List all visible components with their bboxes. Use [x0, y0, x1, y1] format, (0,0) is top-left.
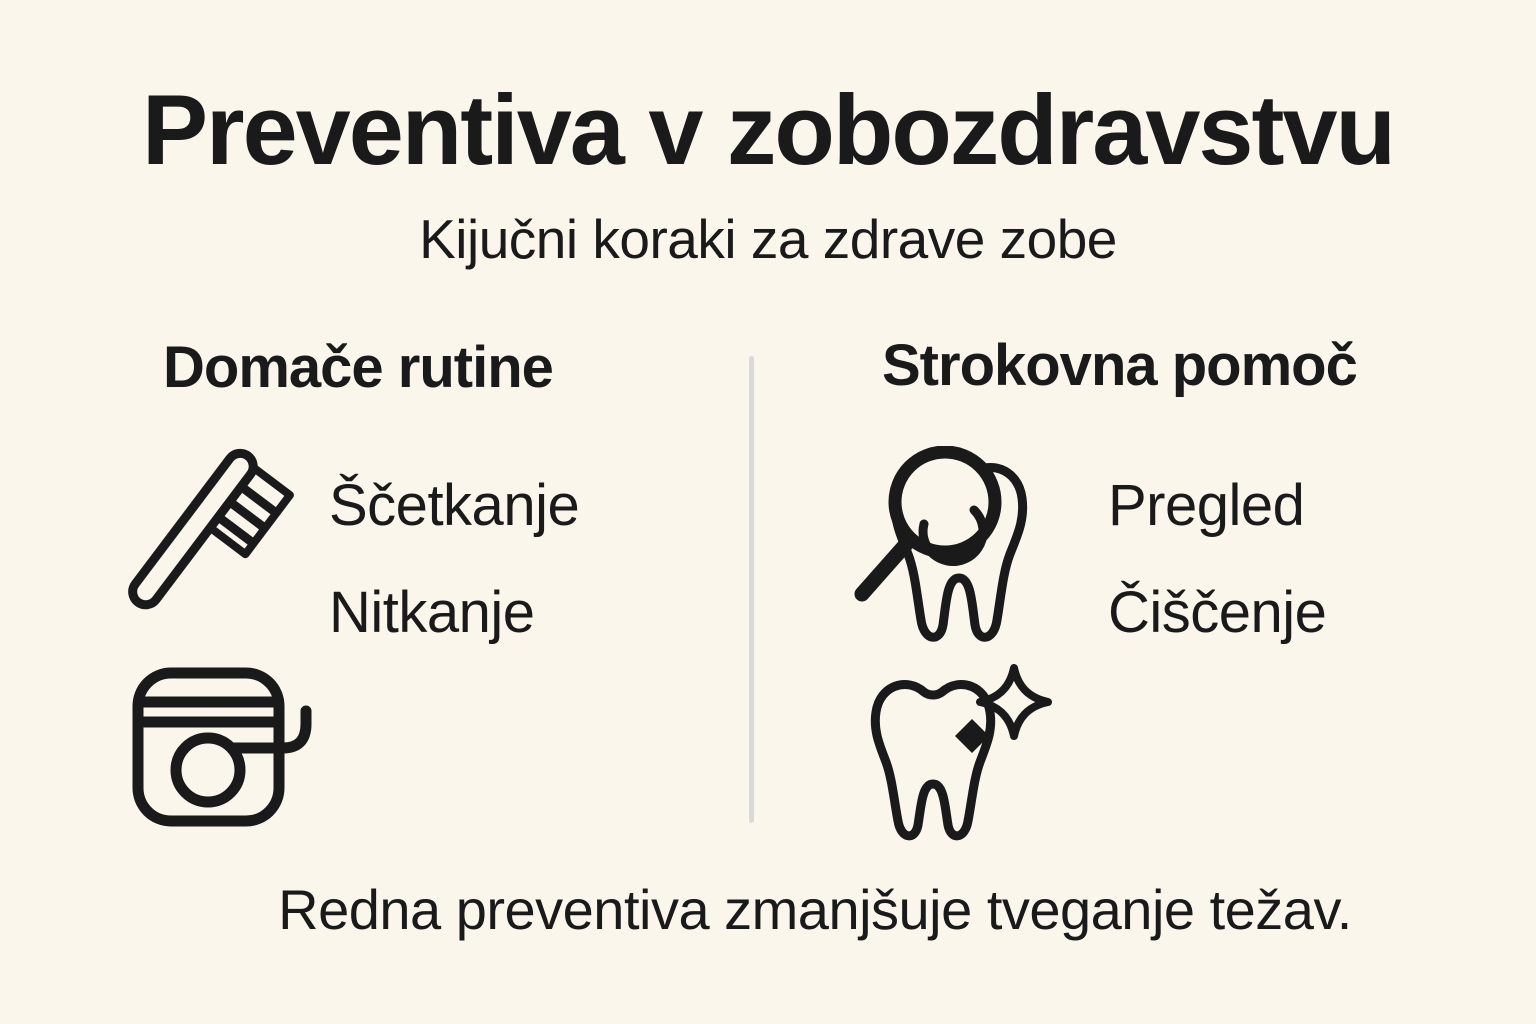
- page-title: Preventiva v zobozdravstvu: [142, 74, 1394, 185]
- checkup-label: Pregled: [1108, 473, 1305, 538]
- page-subtitle: Kijučni koraki za zdrave zobe: [419, 208, 1117, 270]
- footer-note: Redna preventiva zmanjšuje tveganje težav.: [278, 878, 1352, 941]
- cleaning-label: Čiščenje: [1108, 580, 1327, 645]
- column-divider: [749, 356, 754, 823]
- dental-floss-icon: [131, 664, 317, 830]
- magnifier-tooth-icon: [850, 446, 1050, 646]
- brushing-label: Ščetkanje: [329, 473, 580, 538]
- right-column-heading: Strokovna pomoč: [882, 333, 1357, 398]
- flossing-label: Nitkanje: [329, 580, 535, 645]
- sparkle-tooth-icon: [866, 658, 1056, 844]
- toothbrush-icon: [120, 444, 302, 618]
- left-column-heading: Domače rutine: [163, 335, 553, 400]
